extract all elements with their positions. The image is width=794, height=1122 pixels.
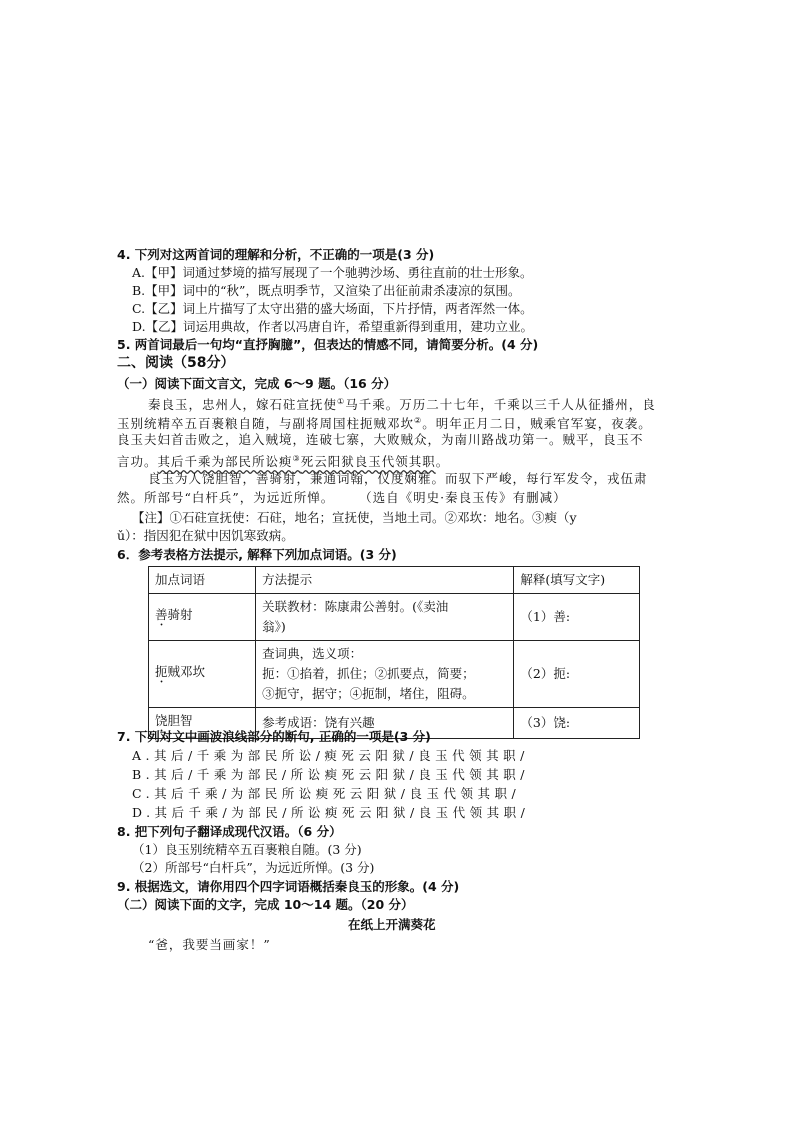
table-row <box>149 594 640 641</box>
table-header-cell: 加点词语 <box>149 567 256 594</box>
q7-option-b: B.其后/千乘为部民/所讼瘐死云阳狱/良玉代领其职/ <box>132 767 530 782</box>
passage-line-2: 玉别统精卒五百裹粮自随，与副将周国柱扼贼邓坎②。明年正月二日，贼乘官军宴，夜袭。 <box>117 416 652 432</box>
table-header-row <box>149 567 640 594</box>
q7-option-c: C.其后千乘/为部民所讼瘐死云阳狱/良玉代领其职/ <box>132 786 521 801</box>
q8-stem: 8. 把下列句子翻译成现代汉语。（6 分） <box>117 824 342 839</box>
table-word-cell: 饶胆智 <box>149 708 256 739</box>
table-hint-cell: 关联教材：陈康肃公善射。(《卖油 翁》) <box>256 594 514 641</box>
part1-stem: （一）阅读下面文言文，完成 6～9 题。（16 分） <box>117 376 397 391</box>
table-hint-cell: 参考成语：饶有兴趣 <box>256 708 514 739</box>
passage-line-5: 良玉为人饶胆智，善骑射，兼通词翰，仪度娴雅。而驭下严峻，每行军发令，戎伍肃 <box>148 471 648 486</box>
table-answer-cell[interactable]: （2）扼: <box>514 641 640 708</box>
q4-option-a: A.【甲】词通过梦境的描写展现了一个驰骋沙场、勇往直前的壮士形象。 <box>132 265 533 280</box>
table-answer-cell[interactable]: （1）善: <box>514 594 640 641</box>
passage-source: （选自《明史·秦良玉传》有删减） <box>359 490 567 505</box>
table-hint-cell: 查词典，选义项： 扼：①掐着，抓住；②抓要点，简要； ③扼守，据守；④扼制，堵住，阻碍。 <box>256 641 514 708</box>
q6-table <box>148 566 640 739</box>
table-header-cell: 解释(填写文字) <box>514 567 640 594</box>
q9-stem: 9. 根据选文，请你用四个四字词语概括秦良玉的形象。(4 分) <box>117 879 460 894</box>
q4-option-c: C.【乙】词上片描写了太守出猎的盛大场面，下片抒情，两者浑然一体。 <box>132 301 533 316</box>
passage-line-3: 良玉夫妇首击败之，追入贼境，连破七寨，大败贼众，为南川路战功第一。贼平，良玉不 <box>117 432 644 447</box>
q8-sentence-2: （2）所部号“白杆兵”，为远近所惮。(3 分) <box>132 860 375 875</box>
q5-stem: 5. 两首词最后一句均“直抒胸臆”，但表达的情感不同，请简要分析。(4 分) <box>117 337 539 352</box>
section-title: 二、阅读（58分） <box>117 355 235 371</box>
table-word-cell: 扼贼邓坎 <box>149 641 256 708</box>
q7-stem: 7. 下列对文中画波浪线部分的断句, 正确的一项是(3 分) <box>117 729 431 744</box>
article-first-line: “爸，我要当画家！” <box>148 937 271 952</box>
article-title: 在纸上开满葵花 <box>348 917 436 932</box>
q8-sentence-1: （1）良玉别统精卒五百裹粮自随。(3 分) <box>132 842 362 857</box>
q6-stem: 6．参考表格方法提示, 解释下列加点词语。(3 分) <box>117 547 397 562</box>
table-header-cell: 方法提示 <box>256 567 514 594</box>
part2-stem: （二）阅读下面的文字，完成 10～14 题。（20 分） <box>117 897 414 912</box>
passage-line-4: 言功。其后千乘为部民所讼瘐③死云阳狱良玉代领其职。 <box>117 454 450 470</box>
q4-stem: 4. 下列对这两首词的理解和分析，不正确的一项是(3 分) <box>117 247 435 262</box>
q4-option-d: D.【乙】词运用典故，作者以冯唐自许，希望重新得到重用，建功立业。 <box>132 319 534 334</box>
q7-option-a: A.其后/千乘为部民所讼/瘐死云阳狱/良玉代领其职/ <box>132 748 529 763</box>
table-answer-cell[interactable]: （3）饶: <box>514 708 640 739</box>
table-row <box>149 641 640 708</box>
passage-line-6: 然。所部号“白杆兵”，为远近所惮。 （选自《明史·秦良玉传》有删减） <box>117 490 567 505</box>
q7-option-d: D.其后千乘/为部民/所讼瘐死云阳狱/良玉代领其职/ <box>132 805 530 820</box>
wavy-underlined-sentence: 其后千乘为部民所讼瘐③死云阳狱良玉代领其职 <box>157 454 436 470</box>
note-line-1: 【注】①石砫宣抚使：石砫，地名；宣抚使，当地土司。②邓坎：地名。③瘐（y <box>132 510 577 525</box>
table-word-cell: 善骑射 <box>149 594 256 641</box>
q4-option-b: B.【甲】词中的“秋”，既点明季节，又渲染了出征前肃杀凄凉的氛围。 <box>132 283 521 298</box>
passage-line-1: 秦良玉，忠州人，嫁石砫宣抚使①马千乘。万历二十七年，千乘以三千人从征播州，良 <box>148 397 656 413</box>
note-line-2: ǔ）：指因犯在狱中因饥寒致病。 <box>117 528 294 543</box>
